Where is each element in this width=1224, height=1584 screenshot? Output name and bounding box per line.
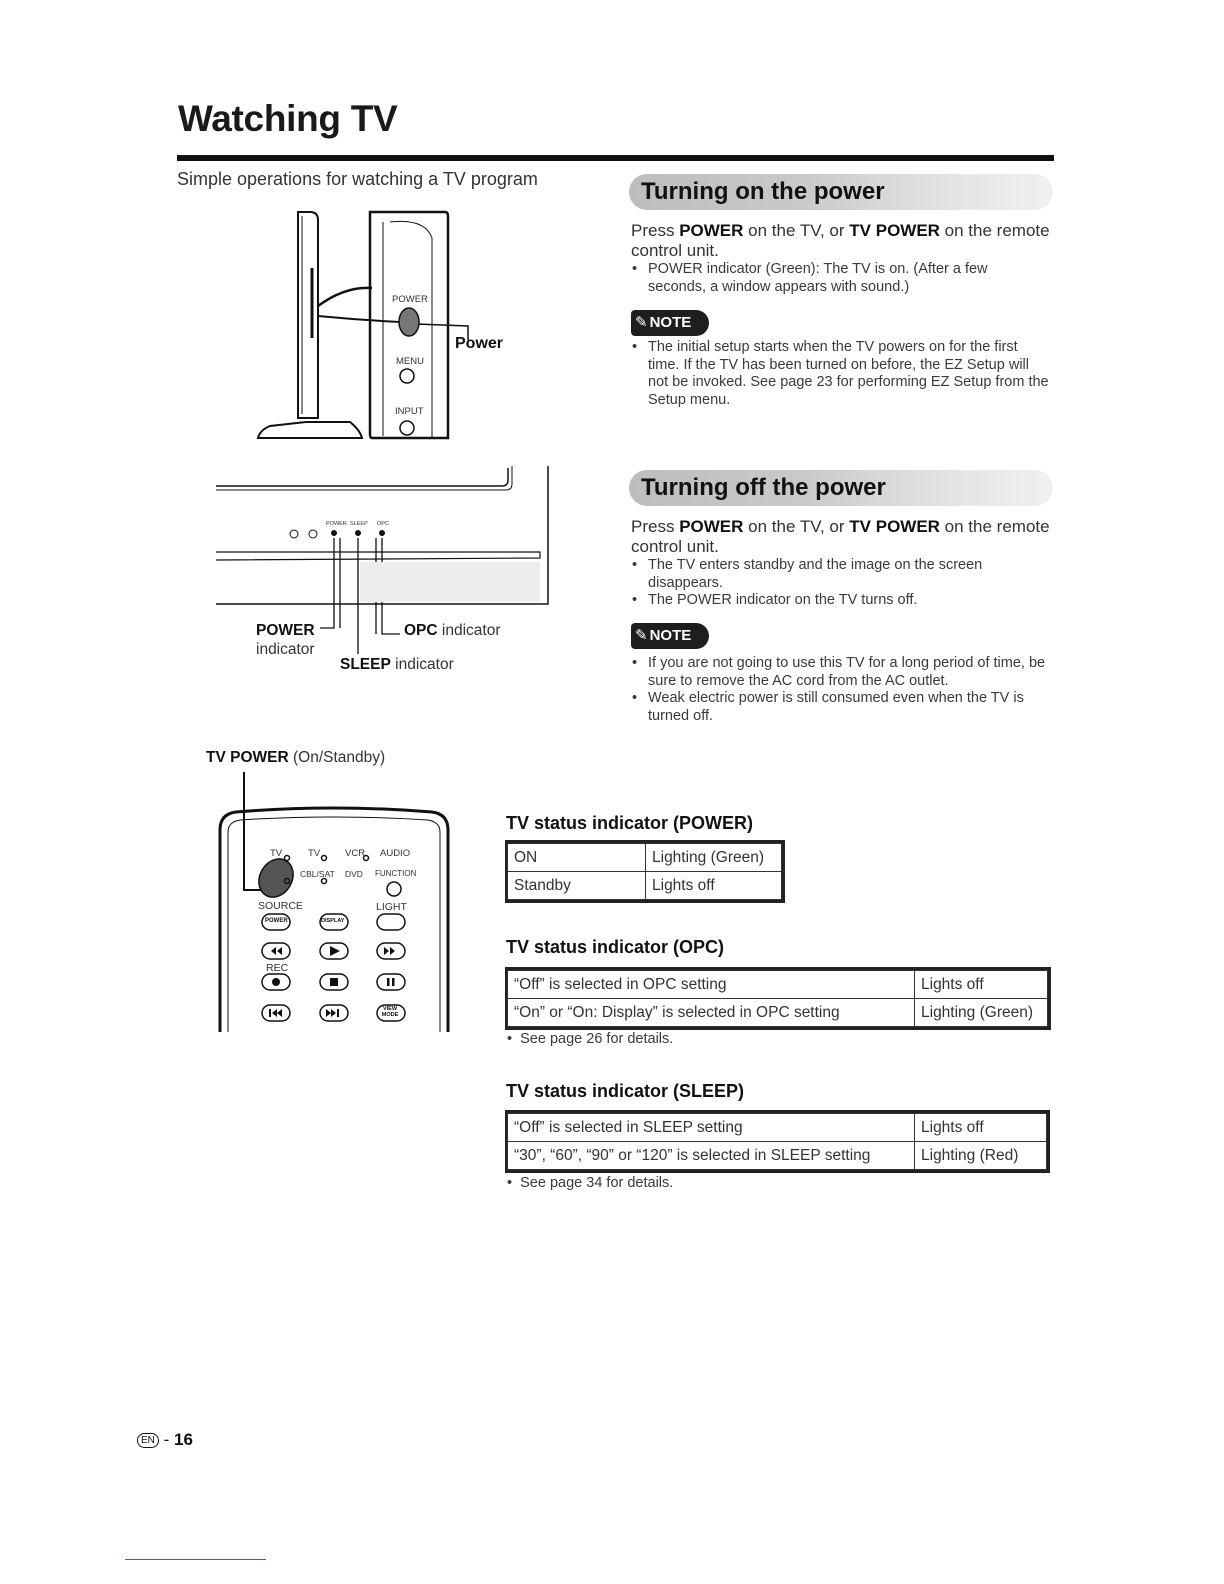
opc-indicator-callout: OPC indicator xyxy=(404,622,501,639)
table-row: ON Lighting (Green) xyxy=(508,844,782,872)
power-button-callout: Power xyxy=(455,335,504,352)
status-sleep-footnote: • See page 34 for details. xyxy=(507,1175,674,1191)
turning-off-heading: Turning off the power xyxy=(629,470,1053,506)
remote-btn-power-label: POWER xyxy=(265,918,288,924)
list-item: • Weak electric power is still consumed even when the TV is turned off. xyxy=(632,690,1052,725)
turning-on-notes xyxy=(632,339,1052,409)
table-row: “30”, “60”, “90” or “120” is selected in SLEEP setting Lighting (Red) xyxy=(508,1142,1047,1170)
tv-side-power-label: POWER xyxy=(392,294,428,305)
list-item: • If you are not going to use this TV for a long period of time, be sure to remove the AC cord from the AC outlet. xyxy=(632,655,1052,690)
status-opc-heading: TV status indicator (OPC) xyxy=(506,937,725,957)
list-item: • The POWER indicator on the TV turns off. xyxy=(632,592,1022,610)
status-power-table xyxy=(505,840,785,903)
table-row: “On” or “On: Display” is selected in OPC setting Lighting (Green) xyxy=(508,999,1048,1027)
remote-label-tv: TV xyxy=(270,848,283,859)
language-badge: EN xyxy=(137,1433,159,1448)
status-opc-footnote: • See page 26 for details. xyxy=(507,1031,674,1047)
page-title: Watching TV xyxy=(178,98,398,139)
turning-on-heading: Turning on the power xyxy=(629,174,1053,210)
front-power-tiny-label: POWER xyxy=(326,521,347,527)
remote-label-light: LIGHT xyxy=(376,901,407,913)
status-power-heading: TV status indicator (POWER) xyxy=(506,813,754,833)
remote-btn-view-mode-label: VIEW MODE xyxy=(381,1006,399,1018)
turning-on-lead: Press POWER on the TV, or TV POWER on the remote control unit. xyxy=(631,221,1050,260)
turning-off-lead: Press POWER on the TV, or TV POWER on the remote control unit. xyxy=(631,517,1050,556)
remote-label-cblsat: CBL/SAT xyxy=(300,869,335,879)
page-subtitle: Simple operations for watching a TV program xyxy=(177,169,538,189)
turning-off-bullets xyxy=(632,557,1022,610)
table-row: Standby Lights off xyxy=(508,872,782,900)
front-opc-tiny-label: OPC xyxy=(377,521,389,527)
remote-label-audio: AUDIO xyxy=(380,848,411,859)
remote-label-source: SOURCE xyxy=(258,900,303,912)
remote-label-function: FUNCTION xyxy=(375,869,417,878)
list-item: • The initial setup starts when the TV powers on for the first time. If the TV has been turned on before, the EZ Setup will not be invoked. See page 23 for performing EZ Setup from the Setup menu. xyxy=(632,339,1052,409)
list-item: • POWER indicator (Green): The TV is on. (After a few seconds, a window appears with sound.) xyxy=(632,261,1012,296)
turning-on-note-badge: ✎ NOTE xyxy=(631,310,709,336)
turning-on-bullets xyxy=(632,261,1012,296)
status-sleep-heading: TV status indicator (SLEEP) xyxy=(506,1081,745,1101)
tv-side-menu-label: MENU xyxy=(396,356,424,367)
title-rule xyxy=(177,155,1054,161)
tv-side-illustration xyxy=(250,208,520,444)
table-row: “Off” is selected in OPC setting Lights off xyxy=(508,971,1048,999)
footer-rule xyxy=(125,1559,266,1560)
remote-btn-display-label: DISPLAY xyxy=(321,918,345,924)
status-opc-table xyxy=(505,967,1051,1030)
remote-illustration xyxy=(214,768,458,1034)
remote-label-tv-source: TV xyxy=(308,848,321,859)
remote-caption: TV POWER (On/Standby) xyxy=(206,749,386,766)
tv-side-input-label: INPUT xyxy=(395,406,424,417)
table-row: “Off” is selected in SLEEP setting Lights off xyxy=(508,1114,1047,1142)
turning-off-notes xyxy=(632,655,1052,725)
remote-label-vcr: VCR xyxy=(345,848,366,859)
power-indicator-callout: POWER indicator xyxy=(256,622,315,658)
front-sleep-tiny-label: SLEEP xyxy=(350,521,368,527)
pencil-icon: ✎ xyxy=(635,627,648,644)
turning-off-note-badge: ✎ NOTE xyxy=(631,623,709,649)
remote-label-rec: REC xyxy=(266,962,289,974)
list-item: • The TV enters standby and the image on the screen disappears. xyxy=(632,557,1022,592)
page-number: EN - 16 xyxy=(137,1430,193,1450)
remote-label-dvd: DVD xyxy=(345,869,363,879)
pencil-icon: ✎ xyxy=(635,314,648,331)
status-sleep-table xyxy=(505,1110,1050,1173)
sleep-indicator-callout: SLEEP indicator xyxy=(340,656,454,673)
